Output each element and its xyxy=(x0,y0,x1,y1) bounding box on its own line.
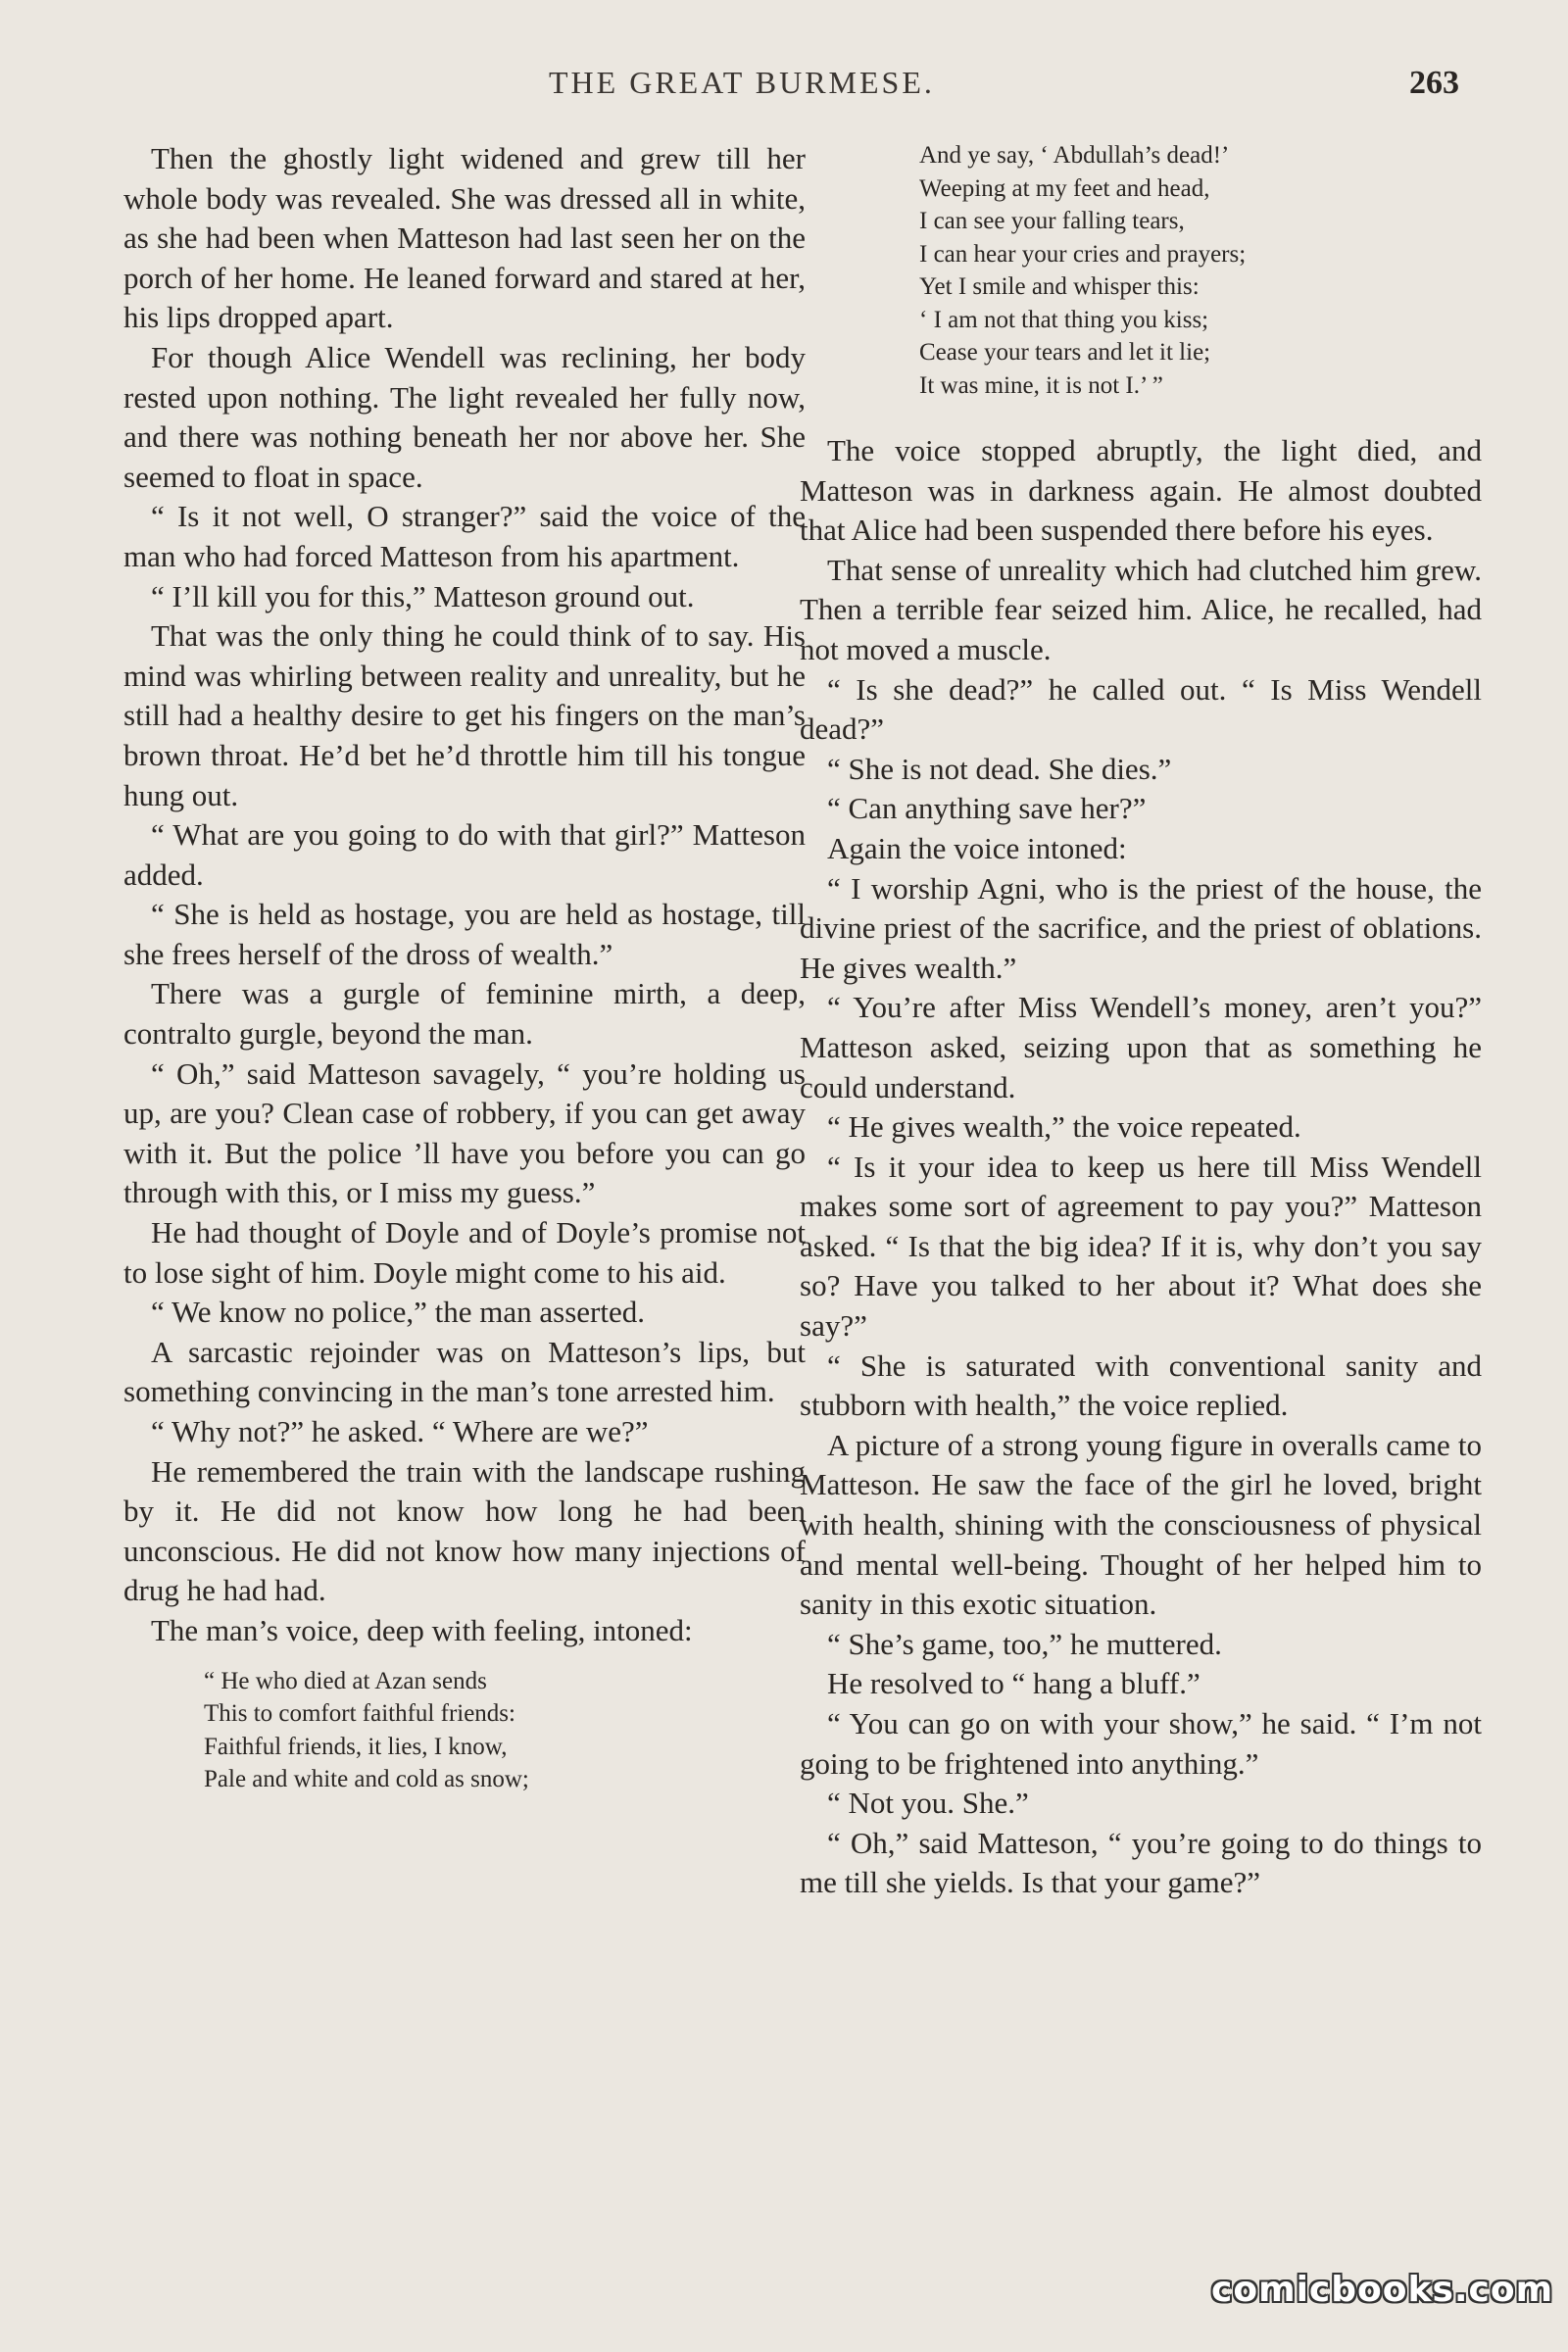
poem-stanza: And ye say, ‘ Abdullah’s dead!’ Weeping at my feet and head, I can see your falling tears, I can hear your cries and prayers; Yet I smile and whisper this: ‘ I am not that thing you kiss; Cease your tears and let it lie; It was mine, it is not I.’ ” xyxy=(919,142,1247,399)
paragraph: “ Why not?” he asked. “ Where are we?” xyxy=(151,1414,649,1448)
paragraph: He resolved to “ hang a bluff.” xyxy=(827,1666,1200,1701)
paragraph: “ She’s game, too,” he muttered. xyxy=(827,1626,1222,1661)
paragraph: “ Is she dead?” he called out. “ Is Miss Wendell dead?” xyxy=(800,671,1482,747)
paragraph: A picture of a strong young figure in overalls came to Matteson. He saw the face of the girl he loved, bright with health, shining with the consciousness of physical and mental well-being. Thought of her helped him to sanity in this exotic situation. xyxy=(800,1427,1482,1622)
poem-stanza: “ He who died at Azan sends This to comfort faithful friends: Faithful friends, it lies, I know, Pale and white and cold as snow; xyxy=(204,1667,529,1793)
paragraph: That was the only thing he could think of to say. His mind was whirling between reality and unreality, but he still had a healthy desire to get his fingers on the man’s brown throat. He’d bet he’d throttle him till his tongue hung out. xyxy=(123,618,806,812)
paragraph: That sense of unreality which had clutched him grew. Then a terrible fear seized him. Alice, he recalled, had not moved a muscle. xyxy=(800,552,1482,666)
paragraph: Then the ghostly light widened and grew till her whole body was revealed. She was dressed all in white, as she had been when Matteson had last seen her on the porch of her home. He leaned forward and stared at her, his lips dropped apart. xyxy=(123,141,806,335)
paragraph: “ She is saturated with conventional sanity and stubborn with health,” the voice replied. xyxy=(800,1348,1482,1423)
paragraph: A sarcastic rejoinder was on Matteson’s lips, but something convincing in the man’s tone arrested him. xyxy=(123,1334,806,1409)
paragraph: He had thought of Doyle and of Doyle’s promise not to lose sight of him. Doyle might come to his aid. xyxy=(123,1215,806,1290)
paragraph: For though Alice Wendell was reclining, her body rested upon nothing. The light revealed her fully now, and there was nothing beneath her nor above her. She seemed to float in space. xyxy=(123,339,806,494)
paragraph: “ Oh,” said Matteson savagely, “ you’re holding us up, are you? Clean case of robbery, if you can get away with it. But the police ’ll have you before you can go through with this, or I miss my guess.” xyxy=(123,1055,806,1210)
paragraph: “ Oh,” said Matteson, “ you’re going to do things to me till she yields. Is that your game?” xyxy=(800,1825,1482,1900)
running-title: THE GREAT BURMESE. xyxy=(549,65,935,100)
paragraph: The man’s voice, deep with feeling, intoned: xyxy=(151,1612,693,1647)
page-header xyxy=(0,65,1568,114)
paragraph: He remembered the train with the landscape rushing by it. He did not know how long he had been unconscious. He did not know how many injections of drug he had had. xyxy=(123,1453,806,1608)
paragraph: “ She is not dead. She dies.” xyxy=(827,751,1172,786)
watermark: comicbooks.com xyxy=(1211,2270,1554,2310)
paragraph: “ Can anything save her?” xyxy=(827,791,1147,826)
paragraph: “ I worship Agni, who is the priest of the house, the divine priest of the sacrifice, and the priest of oblations. He gives wealth.” xyxy=(800,870,1482,985)
paragraph: Again the voice intoned: xyxy=(827,830,1127,865)
paragraph: “ You can go on with your show,” he said. “ I’m not going to be frightened into anything.” xyxy=(800,1706,1482,1781)
paragraph: “ He gives wealth,” the voice repeated. xyxy=(827,1109,1301,1145)
paragraph: “ Is it your idea to keep us here till Miss Wendell makes some sort of agreement to pay you?” Matteson asked. “ Is that the big idea? If it is, why don’t you say so? Have you talked to her about it? What does she say?” xyxy=(800,1149,1482,1344)
paragraph: “ I’ll kill you for this,” Matteson ground out. xyxy=(151,578,695,613)
paragraph: “ She is held as hostage, you are held as hostage, till she frees herself of the dross of wealth.” xyxy=(123,897,806,971)
paragraph: “ Is it not well, O stranger?” said the voice of the man who had forced Matteson from his apartment. xyxy=(123,499,806,573)
page-number: 263 xyxy=(1409,65,1459,101)
left-column xyxy=(123,139,806,1802)
paragraph: There was a gurgle of feminine mirth, a deep, contralto gurgle, beyond the man. xyxy=(123,976,806,1052)
paragraph: “ You’re after Miss Wendell’s money, aren’t you?” Matteson asked, seizing upon that as something he could understand. xyxy=(800,990,1482,1104)
paragraph: “ What are you going to do with that girl?” Matteson added. xyxy=(123,817,806,892)
right-column xyxy=(800,139,1482,1903)
paragraph: The voice stopped abruptly, the light died, and Matteson was in darkness again. He almost doubted that Alice had been suspended there before his eyes. xyxy=(800,433,1482,548)
paragraph: “ Not you. She.” xyxy=(827,1786,1029,1821)
paragraph: “ We know no police,” the man asserted. xyxy=(151,1295,645,1330)
